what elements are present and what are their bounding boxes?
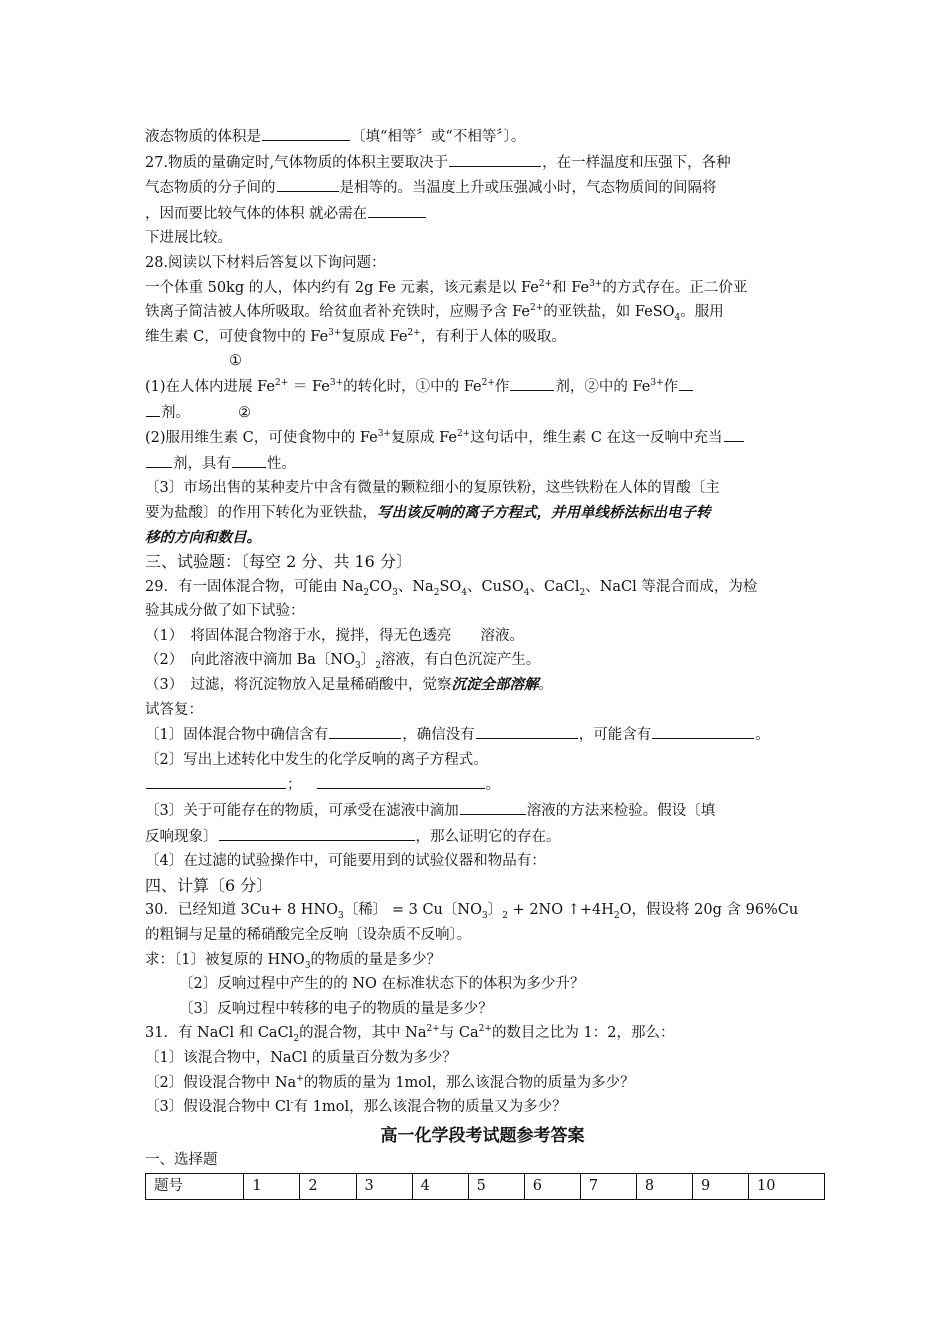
sub-question-1: (1)在人体内进展 $Fe^{2+} = Fe^{3+}$的转化时，①中的 $Fe^{2+}$作 剂，②中的 $Fe^{3+}$作: [145, 374, 820, 400]
question-27: 27.物质的量确定时,气体物质的体积主要取决于 ，在一样温度和压强下，各种: [145, 150, 820, 176]
table-row: [146, 1173, 825, 1199]
circled-label: ②: [238, 404, 251, 421]
answer-blank[interactable]: [277, 175, 339, 192]
table-cell: 3: [356, 1173, 412, 1199]
answer-blank[interactable]: [460, 798, 526, 815]
table-cell: 6: [524, 1173, 580, 1199]
table-cell: 5: [468, 1173, 524, 1199]
table-cell: 4: [412, 1173, 468, 1199]
experiment-step: （1） 将固体混合物溶于水，搅拌，得无色透亮 溶液。: [145, 627, 524, 644]
answer-blank[interactable]: [146, 772, 286, 789]
answer-blank[interactable]: [652, 722, 754, 739]
answer-blank[interactable]: [368, 201, 426, 218]
answer-blank[interactable]: [219, 824, 415, 841]
answer-line: 〔1〕固体混合物中确信含有 ，确信没有 ，可能含有 。: [145, 722, 820, 748]
text-line: 液态物质的体积是 〔填“相等〞或“不相等〞〕。: [145, 124, 820, 150]
answer-blank[interactable]: [476, 722, 578, 739]
circled-label: ①: [229, 353, 242, 370]
document-page: 液态物质的体积是 〔填“相等〞或“不相等〞〕。 27.物质的量确定时,气体物质的体积主要取决于 ，在一样温度和压强下，各种 气态物质的分子间的 是相等的。当温度上升或压强减小时，气态物质间的间隔将 ，因而要比较气体的体积 就必需在 下进展比较。 28.阅读以下材料后答复以下询问题： 一个体重 50kg 的人，体内约有 2g Fe 元素，该元素是以 $Fe^{2+}$和 $Fe^{3+}$的方式存在。正二价亚 铁离子简洁被人体所吸取。给贫血者补充铁时，应赐予含 $Fe^{2+}$的亚铁盐，如 FeSO$_4$。服用 维生素 C，可使食物中的 $Fe^{3+}$复原成 $Fe^{2+}$，有利于人体的吸取。 ① (1)在人体内进展 $Fe^{2+} = Fe^{3+}$的转化时，①中的 $Fe^{2+}$作 剂，②中的 $Fe^{3+}$作 剂。 ② (2)服用维生素 C，可使食物中的 $Fe^{3+}$复原成 $Fe^{2+}$这句话中，维生素 C 在这一反响中充当 剂，具有 性。 〔3〕市场出售的某种麦片中含有微量的颗粒细小的复原铁粉，这些铁粉在人体的胃酸〔主 要为盐酸〕的作用下转化为亚铁盐，写出该反响的离子方程式，并用单线桥法标出电子转 移的方向和数目。 三、试验题：〔每空 2 分、共 16 分〕 29．有一固体混合物，可能由 $Na_2CO_3$、$Na_2SO_4$、CuSO$_4$、CaCl$_2$、NaCl 等混合而成，为检 验其成分做了如下试验： （1） 将固体混合物溶于水，搅拌，得无色透亮 溶液。 （2） 向此溶液中滴加 Ba〔$NO_3$〕$_2$溶液，有白色沉淀产生。 （3） 过滤，将沉淀物放入足量稀硝酸中，觉察沉淀全部溶解。 试答复： 〔1〕固体混合物中确信含有 ，确信没有 ，可能含有 。 〔2〕写出上述转化中发生的化学反响的离子方程式。 ； 。 〔3〕关于可能存在的物质，可承受在滤液中滴加 溶液的方法来检验。假设〔填 反响现象〕 ，那么证明它的存在。 〔4〕在过滤的试验操作中，可能要用到的试验仪器和物品有： 四、计算〔6 分〕 30．已经知道 3Cu+ 8 $HNO_3$〔稀〕 = 3 Cu〔$NO_3$〕$_2$ + 2NO $↑+4H_2O$，假设将 20g 含 96%Cu 的粗铜与足量的稀硝酸完全反响〔设杂质不反响〕。 求：〔1〕被复原的 $HNO_3$的物质的量是多少？ 〔2〕反响过程中产生的的 NO 在标准状态下的体积为多少升？ 〔3〕反响过程中转移的电子的物质的量是多少？ 31．有 NaCl 和 CaCl$_2$的混合物，其中 $Na^{2+}$与 $Ca^{2+}$的数目之比为 1：2，那么： 〔1〕该混合物中，NaCl 的质量百分数为多少？ 〔2〕假设混合物中 Na+的物质的量为 1mol，那么该混合物的质量为多少？ 〔3〕假设混合物中 Cl-有 1mol，那么该混合物的质量又为多少？ 高一化学段考试题参考答案 一、选择题 题号 1 2 3 4 5 6 7 8 9 10: [145, 124, 820, 1200]
table-cell: 2: [300, 1173, 356, 1199]
reading-material: 一个体重 50kg 的人，体内约有 2g Fe 元素，该元素是以 $Fe^{2+}$和 $Fe^{3+}$的方式存在。正二价亚: [145, 278, 748, 296]
table-cell: 8: [636, 1173, 692, 1199]
answer-table: [145, 1173, 825, 1200]
sub-question-3: 〔3〕市场出售的某种麦片中含有微量的颗粒细小的复原铁粉，这些铁粉在人体的胃酸〔主: [145, 480, 720, 497]
answer-blank[interactable]: [510, 374, 554, 391]
experiment-step: （3） 过滤，将沉淀物放入足量稀硝酸中，觉察沉淀全部溶解。: [145, 676, 553, 694]
answer-key-title: 高一化学段考试题参考答案: [380, 1125, 585, 1146]
table-cell: 7: [580, 1173, 636, 1199]
answer-blank[interactable]: [724, 425, 744, 442]
table-cell: 题号: [146, 1173, 244, 1199]
answer-blank[interactable]: [317, 772, 485, 789]
answer-blank[interactable]: [679, 374, 693, 391]
answer-blank[interactable]: [262, 124, 350, 141]
table-cell: 10: [749, 1173, 825, 1199]
answer-blank[interactable]: [232, 451, 266, 468]
section-heading: 一、选择题: [145, 1152, 218, 1169]
table-cell: 9: [692, 1173, 748, 1199]
answer-blank[interactable]: [146, 400, 160, 417]
section-heading: 四、计算〔6 分〕: [145, 875, 273, 895]
table-cell: 1: [244, 1173, 300, 1199]
question-30: 30．已经知道 3Cu+ 8 $HNO_3$〔稀〕 = 3 Cu〔$NO_3$〕$_2$ + 2NO $↑+4H_2O$，假设将 20g 含 96%Cu: [145, 902, 799, 922]
question-28: 28.阅读以下材料后答复以下询问题：: [145, 254, 386, 271]
section-heading: 三、试验题：〔每空 2 分、共 16 分〕: [145, 552, 412, 572]
answer-blank[interactable]: [329, 722, 401, 739]
experiment-step: （2） 向此溶液中滴加 Ba〔$NO_3$〕$_2$溶液，有白色沉淀产生。: [145, 652, 541, 672]
answer-blank[interactable]: [146, 451, 172, 468]
sub-question-2: (2)服用维生素 C，可使食物中的 $Fe^{3+}$复原成 $Fe^{2+}$这句话中，维生素 C 在这一反响中充当: [145, 425, 820, 451]
answer-blank[interactable]: [449, 150, 541, 167]
question-31: 31．有 NaCl 和 CaCl$_2$的混合物，其中 $Na^{2+}$与 $Ca^{2+}$的数目之比为 1：2，那么：: [145, 1024, 675, 1045]
question-29: 29．有一固体混合物，可能由 $Na_2CO_3$、$Na_2SO_4$、CuSO$_4$、CaCl$_2$、NaCl 等混合而成，为检: [145, 578, 758, 598]
